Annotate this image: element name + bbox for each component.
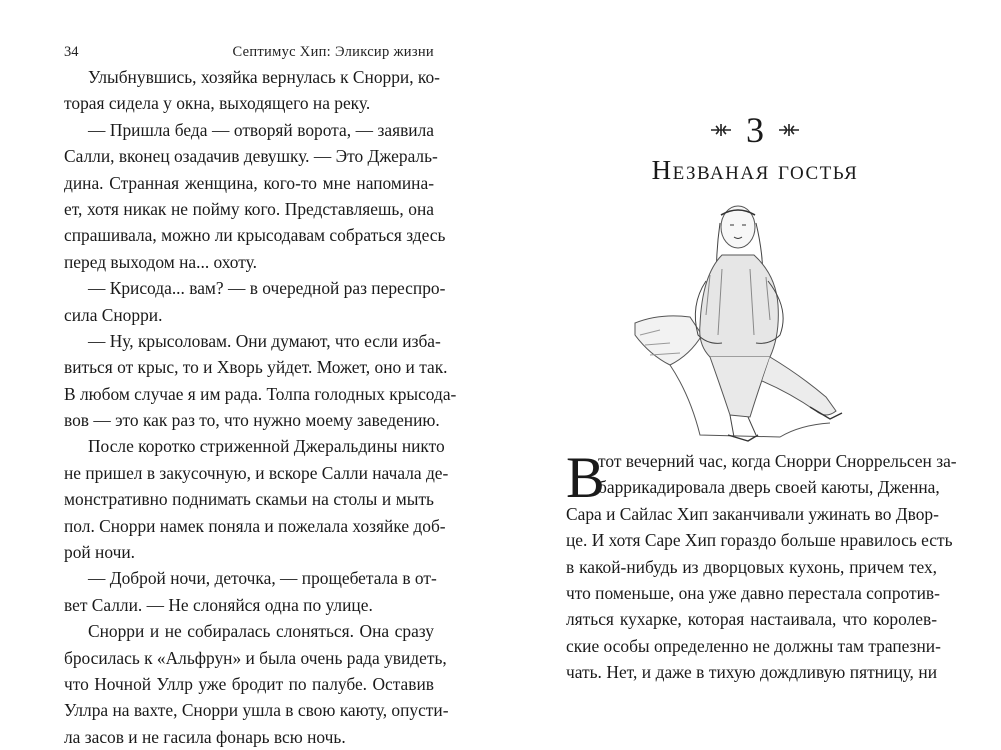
text-line: После коротко стриженной Джеральдины никто: [88, 436, 445, 457]
text-line: В любом случае я им рада. Толпа голодных крысода-: [64, 383, 457, 404]
text-line: вет Салли. — Не слоняйся одна по улице.: [64, 594, 373, 615]
text-line: ла засов и не гасила фонарь всю ночь.: [64, 726, 346, 747]
text-line: рой ночи.: [64, 542, 135, 563]
text-line: бросилась к «Альфрун» и была очень рада увидеть,: [64, 647, 447, 668]
chapter-number: 3: [746, 110, 764, 150]
chapter-illustration: [630, 185, 860, 447]
text-line: не пришел в закусочную, и вскоре Салли начала де-: [64, 462, 449, 483]
text-line: тот вечерний час, когда Снорри Сноррельсен за-: [598, 451, 957, 471]
text-line: монстративно поднимать скамьи на столы и мыть: [64, 489, 434, 510]
text-line: Снорри и не собиралась слоняться. Она сразу: [88, 621, 434, 642]
text-line: виться от крыс, то и Хворь уйдет. Может, оно и так.: [64, 357, 448, 378]
left-page: [0, 0, 500, 747]
text-line: перед выходом на... охоту.: [64, 251, 257, 272]
text-line: Сара и Сайлас Хип заканчивали ужинать во Двор-: [566, 503, 939, 524]
text-line: спрашивала, можно ли крысодавам собраться здесь: [64, 225, 446, 246]
text-line: в какой-нибудь из дворцовых кухонь, причем тех,: [566, 556, 937, 577]
text-line: пол. Снорри намек поняла и пожелала хозяйке доб-: [64, 515, 446, 536]
text-line: торая сидела у окна, выходящего на реку.: [64, 93, 371, 114]
text-line: сила Снорри.: [64, 304, 163, 325]
text-line: Салли, вконец озадачив девушку. — Это Джераль-: [64, 146, 438, 167]
text-line: ские особы определенно не должны там трапезни-: [566, 635, 941, 656]
left-page-text: [64, 64, 457, 750]
left-ornament-icon: [710, 123, 732, 137]
text-line: це. И хотя Саре Хип гораздо больше нравилось есть: [566, 530, 953, 551]
text-line: дина. Странная женщина, кого-то мне напомина-: [64, 172, 434, 193]
text-line: ляться кухарке, которая настаивала, что королев-: [566, 609, 937, 630]
text-line: — Крисода... вам? — в очередной раз переспро-: [88, 278, 446, 299]
text-line: — Доброй ночи, деточка, — прощебетала в от-: [88, 568, 437, 589]
text-line: вов — это как раз то, что нужно моему заведению.: [64, 410, 440, 431]
page-number: 34: [64, 44, 79, 60]
text-line: что поменьше, она уже давно перестала сопротив-: [566, 582, 940, 603]
right-page-text: [566, 445, 957, 686]
text-line: что Ночной Уллр уже бродит по палубе. Оставив: [64, 673, 434, 694]
text-line: — Ну, крысоловам. Они думают, что если изба-: [88, 330, 441, 351]
text-line: Улыбнувшись, хозяйка вернулась к Снорри, ко-: [88, 67, 440, 87]
drop-cap: В: [566, 445, 605, 510]
text-line: Уллра на вахте, Снорри ушла в свою каюту, опусти-: [64, 700, 449, 721]
running-head: Септимус Хип: Эликсир жизни: [232, 44, 434, 60]
text-line: баррикадировала дверь своей каюты, Дженна,: [598, 477, 940, 498]
chapter-title: Незваная гостья: [651, 155, 859, 185]
text-line: ет, хотя никак не пойму кого. Представляешь, она: [64, 198, 434, 219]
right-page: [500, 0, 1001, 715]
page-header: [64, 42, 434, 62]
text-line: — Пришла беда — отворяй ворота, — заявила: [88, 119, 434, 140]
right-ornament-icon: [778, 123, 800, 137]
chapter-heading: [540, 110, 970, 186]
text-line: чать. Нет, и даже в тихую дождливую пятницу, ни: [566, 662, 937, 683]
